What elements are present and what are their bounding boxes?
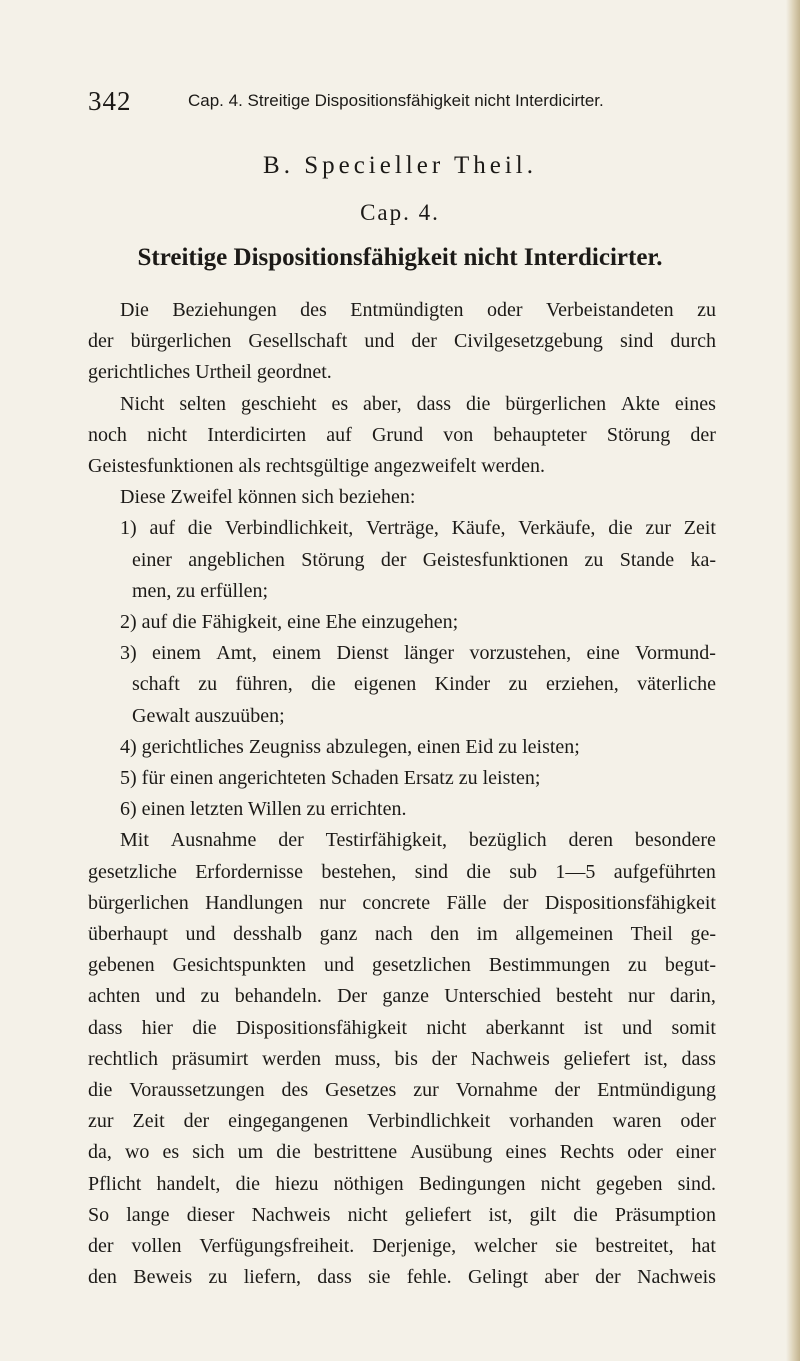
section-title: B. Specieller Theil. bbox=[263, 152, 537, 179]
text-line: men, zu erfüllen; bbox=[132, 579, 269, 602]
text-line: Die Beziehungen des Entmündigten oder Verbeistandeten zu bbox=[120, 299, 716, 321]
text-line: Nicht selten geschieht es aber, dass die bürgerlichen Akte eines bbox=[120, 392, 716, 415]
text-line: Diese Zweifel können sich beziehen: bbox=[120, 486, 416, 509]
text-line: gerichtliches Urtheil geordnet. bbox=[88, 361, 332, 384]
list-item: 3) einem Amt, einem Dienst länger vorzustehen, eine Vormund- bbox=[120, 642, 716, 665]
text-line: Pflicht handelt, die hiezu nöthigen Bedingungen nicht gegeben sind. bbox=[88, 1172, 716, 1195]
text-line: der bürgerlichen Gesellschaft und der Civilgesetzgebung sind durch bbox=[88, 330, 716, 353]
text-line: der vollen Verfügungsfreiheit. Derjenige, welcher sie bestreitet, hat bbox=[88, 1235, 716, 1258]
text-line: da, wo es sich um die bestrittene Ausübung eines Rechts oder einer bbox=[88, 1141, 716, 1164]
body-text bbox=[88, 295, 716, 1294]
text-line: So lange dieser Nachweis nicht geliefert ist, gilt die Präsumption bbox=[88, 1203, 716, 1226]
text-line: den Beweis zu liefern, dass sie fehle. Gelingt aber der Nachweis bbox=[88, 1266, 716, 1289]
text-line: zur Zeit der eingegangenen Verbindlichkeit vorhanden waren oder bbox=[88, 1110, 716, 1133]
list-item: 1) auf die Verbindlichkeit, Verträge, Käufe, Verkäufe, die zur Zeit bbox=[120, 517, 716, 540]
list-item: 6) einen letzten Willen zu errichten. bbox=[120, 798, 407, 821]
text-line: noch nicht Interdicirten auf Grund von behaupteter Störung der bbox=[88, 423, 716, 446]
list-item: 4) gerichtliches Zeugniss abzulegen, einen Eid zu leisten; bbox=[120, 735, 580, 758]
text-line: Gewalt auszuüben; bbox=[132, 704, 285, 727]
text-line: überhaupt und desshalb ganz nach den im allgemeinen Theil ge- bbox=[88, 923, 716, 946]
page-number: 342 bbox=[88, 86, 132, 116]
chapter-title: Streitige Dispositionsfähigkeit nicht Interdicirter. bbox=[137, 244, 663, 271]
text-line: schaft zu führen, die eigenen Kinder zu erziehen, väterliche bbox=[132, 673, 716, 696]
text-line: gebenen Gesichtspunkten und gesetzlichen Bestimmungen zu begut- bbox=[88, 954, 716, 977]
text-line: rechtlich präsumirt werden muss, bis der Nachweis geliefert ist, dass bbox=[88, 1047, 716, 1070]
text-line: Geistesfunktionen als rechtsgültige angezweifelt werden. bbox=[88, 455, 546, 478]
text-line: achten und zu behandeln. Der ganze Unterschied besteht nur darin, bbox=[88, 985, 716, 1008]
text-line: einer angeblichen Störung der Geistesfunktionen zu Stande ka- bbox=[132, 548, 716, 571]
list-item: 2) auf die Fähigkeit, eine Ehe einzugehen; bbox=[120, 611, 459, 634]
chapter-label: Cap. 4. bbox=[360, 200, 440, 225]
text-line: die Voraussetzungen des Gesetzes zur Vornahme der Entmündigung bbox=[88, 1079, 716, 1102]
text-line: dass hier die Dispositionsfähigkeit nicht aberkannt ist und somit bbox=[88, 1016, 716, 1039]
running-head: Cap. 4. Streitige Dispositionsfähigkeit nicht Interdicirter. bbox=[188, 91, 604, 110]
page-header bbox=[88, 86, 740, 120]
text-line: Mit Ausnahme der Testirfähigkeit, bezüglich deren besondere bbox=[120, 829, 716, 852]
text-line: gesetzliche Erfordernisse bestehen, sind die sub 1—5 aufgeführten bbox=[88, 860, 716, 883]
text-line: bürgerlichen Handlungen nur concrete Fälle der Dispositionsfähigkeit bbox=[88, 891, 716, 914]
list-item: 5) für einen angerichteten Schaden Ersatz zu leisten; bbox=[120, 767, 541, 790]
